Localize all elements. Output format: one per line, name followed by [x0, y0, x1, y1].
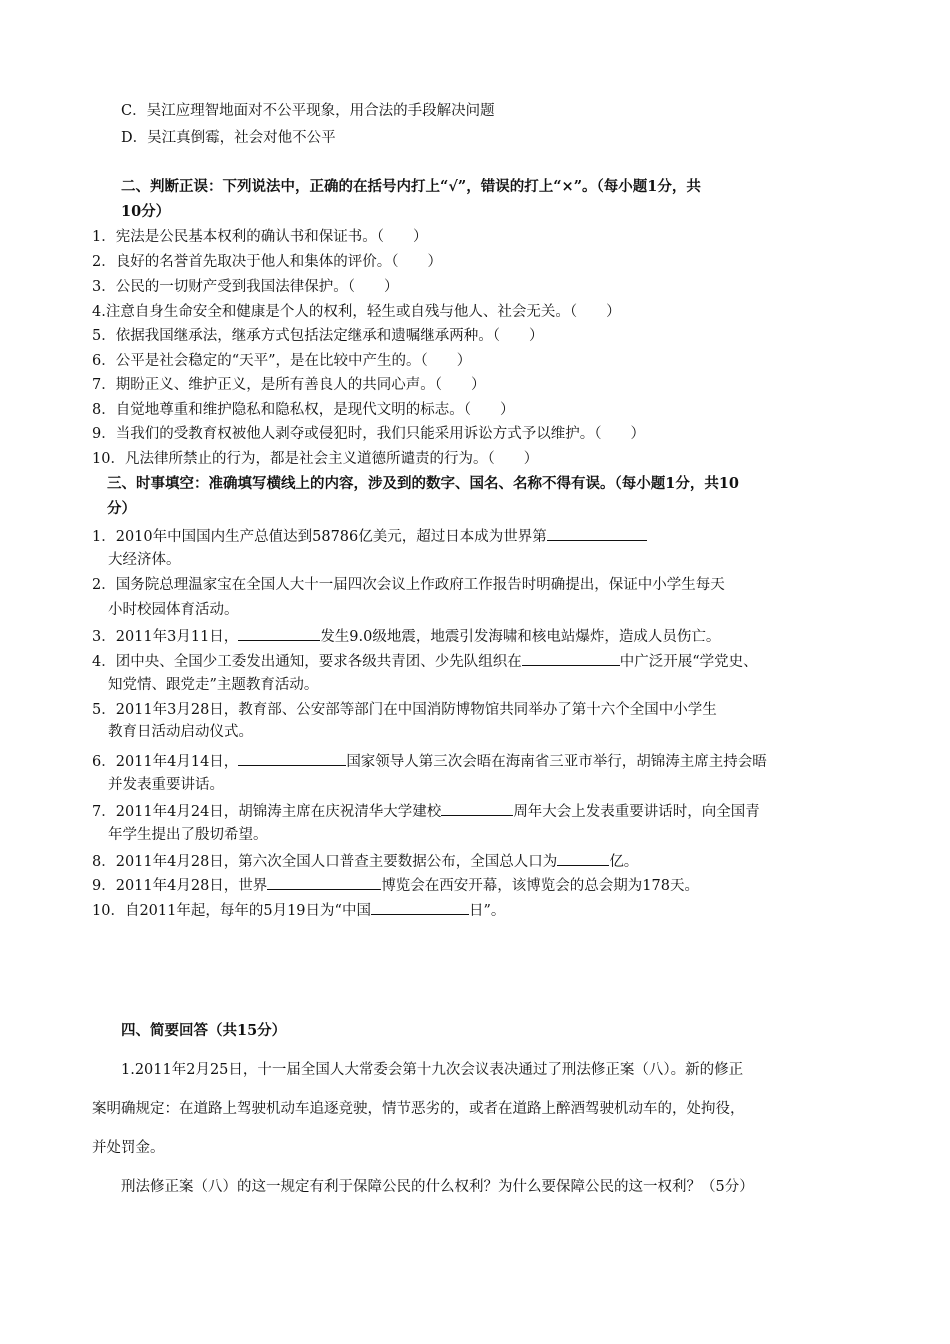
answer-blank[interactable]	[371, 899, 469, 915]
fill-item-7: 7．2011年4月24日，胡锦涛主席在庆祝清华大学建校 周年大会上发表重要讲话时，向全国青	[92, 800, 760, 822]
fill-item-4: 4．团中央、全国少工委发出通知，要求各级共青团、少先队组织在 中广泛开展“学党史、	[92, 650, 758, 672]
answer-blank[interactable]	[441, 800, 513, 816]
answer-blank[interactable]	[238, 750, 346, 766]
choice-c: C．吴江应理智地面对不公平现象，用合法的手段解决问题	[121, 103, 495, 119]
answer-blank[interactable]	[547, 525, 647, 541]
fill-item-5-cont: 教育日活动启动仪式。	[108, 724, 253, 740]
fill-item-7-cont: 年学生提出了殷切希望。	[108, 827, 268, 843]
judge-item: 4.注意自身生命安全和健康是个人的权利，轻生或自残与他人、社会无关。（ ）	[92, 304, 621, 320]
answer-blank[interactable]	[522, 650, 620, 666]
section3-title-cont: 分）	[107, 500, 136, 517]
fill-item-6: 6．2011年4月14日， 国家领导人第三次会晤在海南省三亚市举行，胡锦涛主席主持会晤	[92, 750, 767, 772]
fill-item-9: 9．2011年4月28日，世界 博览会在西安开幕，该博览会的总会期为178天。	[92, 874, 699, 896]
judge-item: 2．良好的名誉首先取决于他人和集体的评价。（ ）	[92, 254, 442, 270]
fill-item-5: 5．2011年3月28日，教育部、公安部等部门在中国消防博物馆共同举办了第十六个全国中小学生	[92, 702, 717, 718]
section2-title-cont: 10分）	[121, 203, 171, 220]
fill-item-8: 8．2011年4月28日，第六次全国人口普查主要数据公布，全国总人口为 亿。	[92, 850, 638, 872]
judge-item: 8．自觉地尊重和维护隐私和隐私权，是现代文明的标志。（ ）	[92, 402, 515, 418]
fill-item-1: 1．2010年中国国内生产总值达到58786亿美元，超过日本成为世界第	[92, 525, 647, 547]
fill-item-4-cont: 知党情、跟党走”主题教育活动。	[108, 677, 319, 693]
fill-item-2: 2．国务院总理温家宝在全国人大十一届四次会议上作政府工作报告时明确提出，保证中小学生每天	[92, 577, 725, 593]
choice-d: D．吴江真倒霉，社会对他不公平	[121, 130, 336, 146]
section4-paragraph-end: 并处罚金。	[92, 1140, 165, 1156]
judge-item: 1．宪法是公民基本权利的确认书和保证书。（ ）	[92, 229, 428, 245]
judge-item: 5．依据我国继承法，继承方式包括法定继承和遗嘱继承两种。（ ）	[92, 328, 544, 344]
fill-item-2-cont: 小时校园体育活动。	[108, 602, 239, 618]
section4-title: 四、简要回答（共15分）	[121, 1022, 287, 1039]
answer-blank[interactable]	[238, 625, 320, 641]
judge-item: 3．公民的一切财产受到我国法律保护。（ ）	[92, 279, 399, 295]
section3-title: 三、时事填空：准确填写横线上的内容，涉及到的数字、国名、名称不得有误。（每小题1分，共10	[107, 475, 740, 492]
judge-item: 9．当我们的受教育权被他人剥夺或侵犯时，我们只能采用诉讼方式予以维护。（ ）	[92, 426, 645, 442]
fill-item-1-cont: 大经济体。	[108, 552, 181, 568]
section4-paragraph-cont: 案明确规定：在道路上驾驶机动车追逐竞驶，情节恶劣的，或者在道路上醉酒驾驶机动车的，处拘役，	[92, 1101, 745, 1117]
section4-question: 刑法修正案（八）的这一规定有利于保障公民的什么权利？为什么要保障公民的这一权利？（5分）	[121, 1179, 754, 1195]
section4-paragraph: 1.2011年2月25日，十一届全国人大常委会第十九次会议表决通过了刑法修正案（八）。新的修正	[121, 1062, 744, 1078]
fill-item-3: 3．2011年3月11日， 发生9.0级地震，地震引发海啸和核电站爆炸，造成人员伤亡。	[92, 625, 720, 647]
answer-blank[interactable]	[267, 874, 381, 890]
fill-item-6-cont: 并发表重要讲话。	[108, 777, 224, 793]
section2-title: 二、判断正误：下列说法中，正确的在括号内打上“√”，错误的打上“×”。（每小题1分，共	[121, 178, 701, 195]
judge-item: 7．期盼正义、维护正义，是所有善良人的共同心声。（ ）	[92, 377, 486, 393]
answer-blank[interactable]	[557, 850, 609, 866]
judge-item: 6．公平是社会稳定的“天平”，是在比较中产生的。（ ）	[92, 353, 472, 369]
fill-item-10: 10．自2011年起，每年的5月19日为“中国 日”。	[92, 899, 505, 921]
judge-item: 10．凡法律所禁止的行为，都是社会主义道德所谴责的行为。（ ）	[92, 451, 539, 467]
